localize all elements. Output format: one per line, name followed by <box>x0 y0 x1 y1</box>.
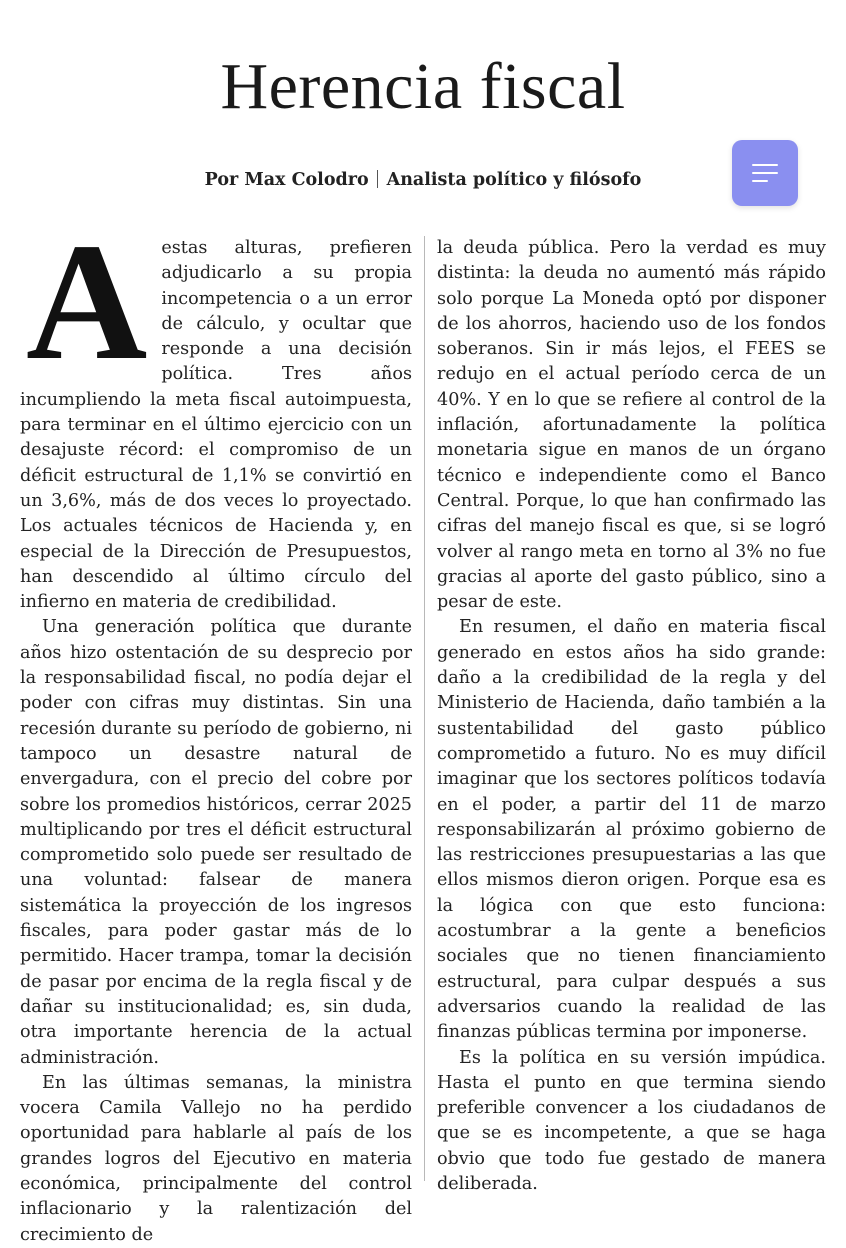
paragraph: En resumen, el daño en materia fiscal generado en estos años ha sido grande: daño a la credibilidad de la regla y del Ministerio de Hacienda, daño también a la sustentabilidad del gasto público comprometido a futuro. No es muy difícil imaginar que los sectores políticos todavía en el poder, a partir del 11 de marzo responsabilizarán al próximo gobierno de las restricciones presupuestarias a las que ellos mismos dieron origen. Porque esa es la lógica con que esto funciona: acostumbrar a la gente a beneficios sociales que no tienen financiamiento estructural, para culpar después a sus adversarios cuando la realidad de las finanzas públicas termina por imponerse. <box>437 617 826 1043</box>
headline: Herencia fiscal <box>220 50 626 124</box>
drop-cap: A <box>26 209 148 395</box>
article-column-right <box>437 236 826 1197</box>
article-column-left <box>20 209 412 1248</box>
byline <box>0 170 846 190</box>
paragraph: estas alturas, prefieren adjudicarlo a su propia incompetencia o a un error de cálculo, y ocultar que responde a una decisión política. Tres años incumpliendo la meta fiscal autoimpuesta, para terminar en el último ejercicio con un desajuste récord: el compromiso de un déficit estructural de 1,1% se convirtió en un 3,6%, más de dos veces lo proyectado. Los actuales técnicos de Hacienda y, en especial de la Dirección de Presupuestos, han descendido al último círculo del infierno en materia de credibilidad. <box>20 238 412 613</box>
column-divider <box>424 236 425 1181</box>
paragraph: Una generación política que durante años hizo ostentación de su desprecio por la responsabilidad fiscal, no podía dejar el poder con cifras muy distintas. Sin una recesión durante su período de gobierno, ni tampoco un desastre natural de envergadura, con el precio del cobre por sobre los promedios históricos, cerrar 2025 multiplicando por tres el déficit estructural comprometido solo puede ser resultado de una voluntad: falsear de manera sistemática la proyección de los ingresos fiscales, para poder gastar más de lo permitido. Hacer trampa, tomar la decisión de pasar por encima de la regla fiscal y de dañar su institucionalidad; es, sin duda, otra importante herencia de la actual administración. <box>20 617 412 1068</box>
byline-role: Analista político y filósofo <box>386 170 642 190</box>
menu-button[interactable] <box>732 140 798 206</box>
byline-separator <box>377 170 378 188</box>
byline-author: Por Max Colodro <box>204 170 369 190</box>
menu-icon <box>752 164 778 166</box>
paragraph: En las últimas semanas, la ministra vocera Camila Vallejo no ha perdido oportunidad para hablarle al país de los grandes logros del Ejecutivo en materia económica, principalmente del control inflacionario y la ralentización del crecimiento de <box>20 1072 412 1245</box>
menu-icon-line <box>752 172 778 174</box>
paragraph: la deuda pública. Pero la verdad es muy distinta: la deuda no aumentó más rápido solo porque La Moneda optó por disponer de los ahorros, haciendo uso de los fondos soberanos. Sin ir más lejos, el FEES se redujo en el actual período cerca de un 40%. Y en lo que se refiere al control de la inflación, afortunadamente la política monetaria sigue en manos de un órgano técnico e independiente como el Banco Central. Porque, lo que han confirmado las cifras del manejo fiscal es que, si se logró volver al rango meta en torno al 3% no fue gracias al aporte del gasto público, sino a pesar de este. <box>437 238 826 613</box>
menu-icon-line <box>752 180 768 182</box>
paragraph: Es la política en su versión impúdica. Hasta el punto en que termina siendo preferible convencer a los ciudadanos de que se es incompetente, a que se haga obvio que todo fue gestado de manera deliberada. <box>437 1047 826 1194</box>
